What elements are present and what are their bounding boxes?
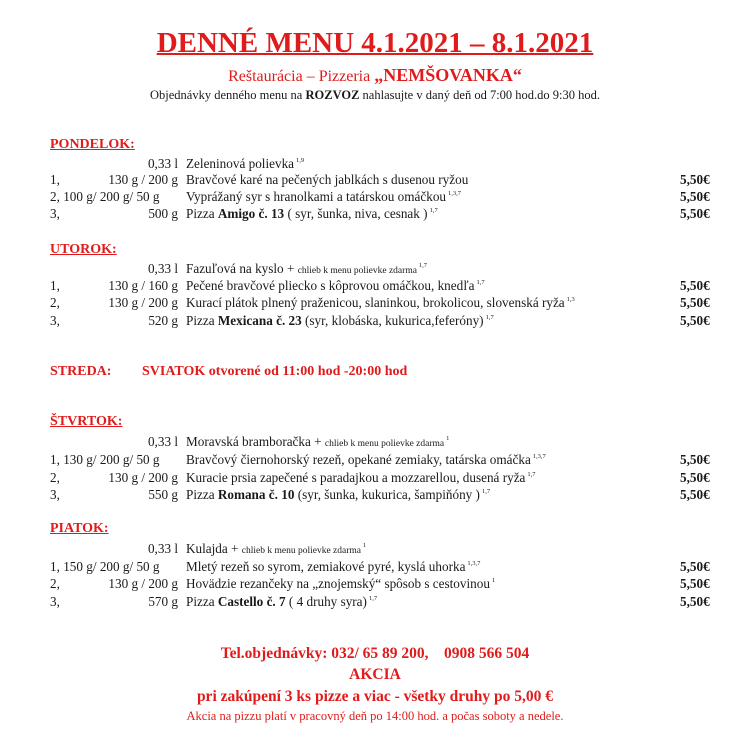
allergens: 1,7 [485, 314, 494, 321]
pizza-name: Castello č. 7 [217, 594, 286, 609]
pizza-ingredients: (syr, šunka, kukurica, šampiňóny ) [297, 487, 480, 502]
pizza-ingredients: (syr, klobáska, kukurica,feferóny) [305, 313, 484, 328]
pizza-ingredients: ( 4 druhy syra) [288, 594, 367, 609]
price: 5,50€ [680, 452, 710, 467]
price: 5,50€ [680, 594, 710, 609]
allergens: 1,7 [527, 471, 536, 478]
dish-name: Moravská bramboračka + [186, 434, 322, 449]
dish-name: Hovädzie rezančeky na „znojemský“ spôsob s cestovinou [186, 576, 490, 591]
dish [186, 206, 438, 222]
dish-name: Vyprážaný syr s hranolkami a tatárskou omáčkou [186, 189, 447, 204]
dish [186, 278, 485, 294]
day-label-wednesday: STREDA: [50, 364, 112, 379]
price: 5,50€ [680, 189, 710, 204]
price: 5,50€ [680, 559, 710, 574]
pizza-ingredients: ( syr, šunka, niva, cesnak ) [287, 206, 428, 221]
pizza-name: Mexicana č. 23 [217, 313, 302, 328]
day-label-tuesday: UTOROK: [50, 242, 117, 257]
pizza-name: Romana č. 10 [217, 487, 295, 502]
allergens: 1,3,7 [467, 560, 481, 567]
dish [186, 559, 480, 575]
dish-name: Bravčový čiernohorský rezeň, opekané zemiaky, tatárska omáčka [186, 452, 531, 467]
dish-name: Pizza [186, 313, 215, 328]
phone-numbers: Tel.objednávky: 032/ 65 89 200, 0908 566 504 [220, 645, 530, 662]
dish [186, 189, 461, 205]
item-number: 3, [50, 594, 60, 609]
qty: 130 g / 200 g [108, 576, 178, 591]
subtitle-prefix: Reštaurácia – Pizzeria [228, 68, 371, 85]
qty: 130 g / 200 g [108, 295, 178, 310]
qty: 130 g / 200 g [108, 470, 178, 485]
item-number: 1, [50, 278, 60, 293]
dish-name: Kuracie prsia zapečené s paradajkou a mozzarellou, dusená ryža [186, 470, 526, 485]
allergens: 1,7 [476, 279, 485, 286]
dish: Bravčové karé na pečených jablkách s dusenou ryžou [186, 172, 469, 187]
qty: 500 g [148, 206, 178, 221]
price: 5,50€ [680, 172, 710, 187]
allergens: 1 [446, 435, 450, 442]
dish [186, 295, 575, 311]
order-instructions [0, 88, 750, 103]
qty: 0,33 l [147, 541, 178, 556]
allergens: 1 [491, 577, 496, 584]
restaurant-name: „NEMŠOVANKA“ [374, 65, 522, 85]
dish-name: Kulajda + [186, 541, 239, 556]
item-number: 1, 130 g/ 200 g/ 50 g [50, 452, 160, 467]
dish-name: Kurací plátok plnený praženicou, slaninkou, brokolicou, slovenská ryža [186, 295, 565, 310]
allergens: 1 [363, 542, 367, 549]
dish [186, 434, 449, 450]
restaurant-subtitle [0, 65, 750, 86]
bread-note: chlieb k menu polievke zdarma [297, 266, 417, 276]
price: 5,50€ [680, 470, 710, 485]
day-label-friday: PIATOK: [50, 521, 109, 536]
bread-note: chlieb k menu polievke zdarma [324, 439, 445, 449]
item-number: 2, [50, 295, 60, 310]
dish-name: Mletý rezeň so syrom, zemiakové pyré, kyslá uhorka [186, 559, 466, 574]
dish-name: Pizza [186, 487, 215, 502]
offer-note: Akcia na pizzu platí v pracovný deň po 14:00 hod. a počas soboty a nedele. [186, 709, 564, 723]
order-prefix: Objednávky denného menu na [149, 88, 303, 102]
allergens: 1,7 [481, 488, 491, 495]
qty: 0,33 l [147, 434, 178, 449]
order-suffix: nahlasujte v daný deň od 7:00 hod.do 9:30 hod. [362, 88, 601, 102]
allergens: 1,7 [418, 262, 428, 269]
allergens: 1,3 [566, 296, 575, 303]
allergens: 1,3,7 [448, 190, 462, 197]
dish [186, 470, 536, 486]
dish [186, 313, 494, 329]
item-number: 3, [50, 206, 60, 221]
price: 5,50€ [680, 206, 710, 221]
dish [186, 156, 304, 172]
dish [186, 261, 427, 277]
dish [186, 594, 377, 610]
allergens: 1,3,7 [532, 453, 546, 460]
order-keyword: ROZVOZ [305, 88, 360, 102]
qty: 0,33 l [147, 261, 178, 276]
item-number: 2, [50, 470, 60, 485]
allergens: 1,7 [368, 595, 378, 602]
item-number: 2, [50, 576, 60, 591]
dish [186, 452, 546, 468]
qty: 0,33 l [147, 156, 178, 171]
allergens: 1,9 [296, 157, 305, 164]
dish [186, 541, 366, 557]
day-label-monday: PONDELOK: [50, 137, 135, 152]
price: 5,50€ [680, 295, 710, 310]
qty: 550 g [148, 487, 178, 502]
dish [186, 576, 495, 592]
holiday-note: SVIATOK otvorené od 11:00 hod -20:00 hod [142, 364, 408, 379]
akcia-heading: AKCIA [349, 666, 401, 683]
price: 5,50€ [680, 278, 710, 293]
dish-name: Zeleninová polievka [186, 156, 295, 171]
qty: 520 g [148, 313, 178, 328]
qty: 130 g / 160 g [108, 278, 178, 293]
dish-name: Pizza [186, 206, 215, 221]
day-label-thursday: ŠTVRTOK: [50, 414, 123, 429]
dish [186, 487, 490, 503]
item-number: 2, 100 g/ 200 g/ 50 g [50, 189, 160, 204]
price: 5,50€ [680, 313, 710, 328]
qty: 130 g / 200 g [108, 172, 178, 187]
price: 5,50€ [680, 487, 710, 502]
dish-name: Pečené bravčové pliecko s kôprovou omáčkou, knedľa [186, 278, 475, 293]
item-number: 1, 150 g/ 200 g/ 50 g [50, 559, 160, 574]
item-number: 3, [50, 313, 60, 328]
qty: 570 g [148, 594, 178, 609]
pizza-name: Amigo č. 13 [217, 206, 285, 221]
bread-note: chlieb k menu polievke zdarma [241, 546, 362, 556]
pizza-offer: pri zakúpení 3 ks pizze a viac - všetky druhy po 5,00 € [196, 688, 554, 705]
page-title: DENNÉ MENU 4.1.2021 – 8.1.2021 [156, 27, 594, 59]
item-number: 3, [50, 487, 60, 502]
allergens: 1,7 [429, 207, 438, 214]
dish-name: Pizza [186, 594, 215, 609]
item-number: 1, [50, 172, 60, 187]
price: 5,50€ [680, 576, 710, 591]
dish-name: Fazuľová na kyslo + [186, 261, 295, 276]
